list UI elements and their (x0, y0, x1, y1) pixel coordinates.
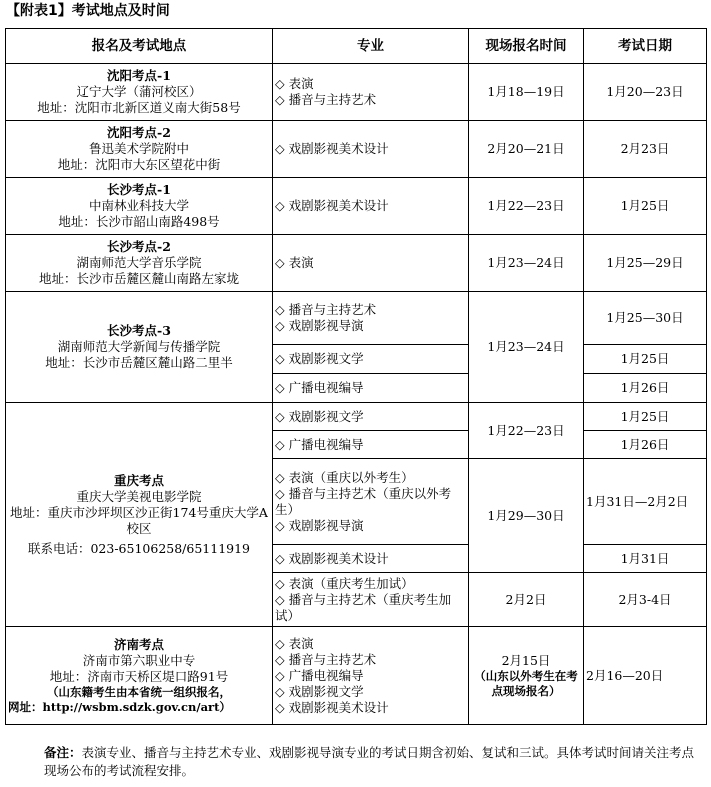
header-exam-date: 考试日期 (584, 29, 707, 64)
header-location: 报名及考试地点 (6, 29, 273, 64)
table-row (6, 235, 707, 292)
major-cell (273, 573, 469, 627)
reg-note: （山东以外考生在考点现场报名） (474, 668, 578, 698)
location-school: 重庆大学美视电影学院 (76, 488, 202, 504)
location-cell (6, 178, 273, 235)
reg-time-cell: 2月2日 (469, 573, 584, 627)
major-cell (273, 121, 469, 178)
location-name: 济南考点 (113, 636, 164, 652)
reg-time-cell: 1月23—24日 (469, 235, 584, 292)
location-address: 地址：济南市天桥区堤口路91号 (49, 668, 229, 684)
major-cell (273, 627, 469, 725)
location-cell (6, 292, 273, 403)
exam-date-cell: 1月25—29日 (584, 235, 707, 292)
reg-time-cell: 1月29—30日 (469, 459, 584, 573)
location-school: 辽宁大学（蒲河校区） (76, 84, 202, 99)
major-item: ◇ 戏剧影视美术设计 (275, 699, 389, 715)
major-item: ◇ 表演 (275, 76, 314, 91)
major-cell (273, 64, 469, 121)
location-school: 湖南师范大学新闻与传播学院 (57, 339, 221, 354)
major-item: ◇ 戏剧影视导演 (275, 517, 364, 533)
major-item: ◇ 播音与主持艺术 (275, 651, 377, 667)
exam-date-cell: 1月31日 (584, 545, 707, 573)
location-cell (6, 121, 273, 178)
major-item: ◇ 播音与主持艺术 (275, 302, 377, 317)
major-item: ◇ 戏剧影视美术设计 (275, 198, 389, 213)
table-row (6, 627, 707, 725)
location-name: 长沙考点-1 (107, 182, 171, 197)
major-cell (273, 545, 469, 573)
major-cell (273, 374, 469, 403)
major-cell (273, 345, 469, 374)
location-name: 沈阳考点-1 (107, 68, 171, 83)
location-school: 鲁迅美术学院附中 (88, 141, 189, 156)
exam-date-cell: 1月25日 (584, 403, 707, 431)
table-row (6, 64, 707, 121)
location-address: 地址：重庆市沙坪坝区沙正街174号重庆大学A校区 (10, 504, 268, 536)
location-cell (6, 235, 273, 292)
major-item: ◇ 播音与主持艺术 (275, 92, 377, 107)
page-title: 【附表1】考试地点及时间 (6, 3, 170, 19)
registration-url: 网址：http://wsbm.sdzk.gov.cn/art） (8, 699, 231, 714)
major-cell (273, 431, 469, 459)
location-phone: 联系电话：023-65106258/65111919 (27, 540, 251, 556)
location-cell (6, 64, 273, 121)
reg-time-cell (469, 627, 584, 725)
major-item: ◇ 戏剧影视导演 (275, 318, 364, 333)
reg-date: 2月15日 (501, 652, 551, 668)
footnote-label: 备注： (44, 745, 82, 760)
major-item: ◇ 表演（重庆以外考生） (275, 469, 414, 485)
major-cell (273, 235, 469, 292)
reg-time-cell: 2月20—21日 (469, 121, 584, 178)
table-row (6, 403, 707, 431)
header-row (6, 29, 707, 64)
major-item: ◇ 戏剧影视文学 (275, 683, 364, 699)
major-item: ◇ 表演 (275, 255, 314, 270)
exam-date-cell: 1月26日 (584, 374, 707, 403)
table-row (6, 292, 707, 345)
major-item: ◇ 广播电视编导 (275, 667, 364, 683)
major-cell (273, 403, 469, 431)
location-name: 长沙考点-2 (107, 239, 171, 254)
location-school: 中南林业科技大学 (88, 198, 189, 213)
location-name: 长沙考点-3 (107, 323, 171, 338)
major-item: ◇ 戏剧影视美术设计 (275, 141, 389, 156)
exam-date-cell: 1月25日 (584, 178, 707, 235)
location-cell (6, 403, 273, 627)
exam-date-cell: 2月23日 (584, 121, 707, 178)
major-item: ◇ 播音与主持艺术（重庆考生加试） (275, 591, 452, 623)
header-major: 专业 (273, 29, 469, 64)
schedule-table (5, 28, 707, 725)
exam-date-cell: 2月3-4日 (584, 573, 707, 627)
exam-date-cell: 1月31日—2月2日 (584, 459, 707, 545)
major-item: ◇ 戏剧影视美术设计 (275, 550, 389, 566)
major-item: ◇ 广播电视编导 (275, 380, 364, 395)
reg-time-cell: 1月23—24日 (469, 292, 584, 403)
reg-time-cell: 1月22—23日 (469, 403, 584, 459)
major-item: ◇ 戏剧影视文学 (275, 351, 364, 366)
reg-time-cell: 1月22—23日 (469, 178, 584, 235)
location-address: 地址：长沙市韶山南路498号 (58, 214, 220, 229)
location-name: 沈阳考点-2 (107, 125, 171, 140)
exam-date-cell: 1月26日 (584, 431, 707, 459)
header-reg-time: 现场报名时间 (469, 29, 584, 64)
major-cell (273, 178, 469, 235)
location-address: 地址：沈阳市大东区望花中街 (57, 157, 221, 172)
table-row (6, 121, 707, 178)
table-row (6, 178, 707, 235)
reg-time-cell: 1月18—19日 (469, 64, 584, 121)
major-cell (273, 292, 469, 345)
major-item: ◇ 表演 (275, 635, 314, 651)
location-cell (6, 627, 273, 725)
registration-note: （山东籍考生由本省统一组织报名， (47, 684, 231, 699)
location-school: 济南市第六职业中专 (82, 652, 196, 668)
exam-date-cell: 2月16—20日 (584, 627, 707, 725)
exam-date-cell: 1月20—23日 (584, 64, 707, 121)
exam-date-cell: 1月25日 (584, 345, 707, 374)
major-item: ◇ 广播电视编导 (275, 436, 364, 452)
major-item: ◇ 戏剧影视文学 (275, 408, 364, 424)
major-cell (273, 459, 469, 545)
footnote (44, 744, 706, 780)
major-item: ◇ 表演（重庆考生加试） (275, 575, 414, 591)
major-item: ◇ 播音与主持艺术（重庆以外考生） (275, 485, 452, 517)
exam-date-cell: 1月25—30日 (584, 292, 707, 345)
location-school: 湖南师范大学音乐学院 (76, 255, 202, 270)
location-name: 重庆考点 (113, 472, 164, 488)
location-address: 地址：长沙市岳麓区麓山南路左家垅 (38, 271, 239, 286)
footnote-text: 表演专业、播音与主持艺术专业、戏剧影视导演专业的考试日期含初始、复试和三试。具体考试时间请关注考点现场公布的考试流程安排。 (44, 745, 695, 778)
location-address: 地址：沈阳市北新区道义南大街58号 (37, 100, 241, 115)
location-address: 地址：长沙市岳麓区麓山路二里半 (45, 355, 233, 370)
